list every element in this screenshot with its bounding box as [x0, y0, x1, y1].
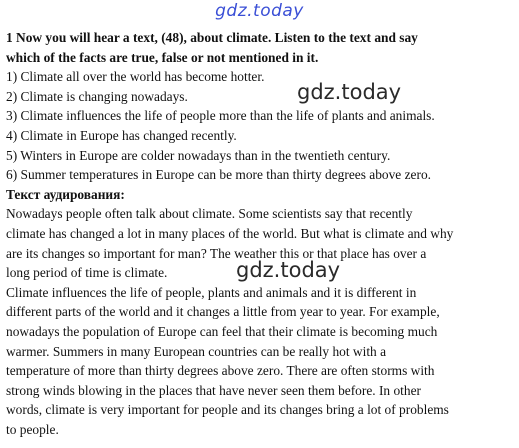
watermark-middle-1: gdz.today: [297, 80, 402, 104]
transcript-line-8: warmer. Summers in many European countries can be really hot with a: [6, 343, 387, 359]
statement-4: 4) Climate in Europe has changed recently.: [6, 127, 237, 143]
statement-6: 6) Summer temperatures in Europe can be more than thirty degrees above zero.: [6, 167, 431, 183]
transcript-line-1: Nowadays people often talk about climate. Some scientists say that recently: [6, 206, 413, 222]
transcript-line-6: different parts of the world and it changes a little from year to year. For example,: [6, 304, 440, 320]
transcript-title: Текст аудирования:: [6, 186, 125, 202]
task-heading-line-2: which of the facts are true, false or not mentioned in it.: [6, 49, 319, 65]
transcript-line-3: are its changes so important for man? The weather this or that place has over a: [6, 245, 427, 261]
statement-2: 2) Climate is changing nowadays.: [6, 88, 188, 104]
transcript-line-2: climate has changed a lot in many places of the world. But what is climate and why: [6, 225, 454, 241]
watermark-top: gdz.today: [215, 1, 304, 21]
transcript-line-12: to people.: [6, 421, 59, 437]
task-heading-line-1: 1 Now you will hear a text, (48), about climate. Listen to the text and say: [6, 30, 418, 45]
transcript-line-9: temperature of more than thirty degrees above zero. There are often storms with: [6, 363, 435, 379]
transcript-line-11: words, climate is very important for people and its changes bring a lot of problems: [6, 402, 449, 418]
transcript-line-10: strong winds blowing in the places that have never seen them before. In other: [6, 382, 421, 398]
statement-5: 5) Winters in Europe are colder nowadays than in the twentieth century.: [6, 147, 391, 163]
transcript-line-4: long period of time is climate.: [6, 265, 168, 281]
document-content: [6, 28, 516, 439]
transcript-line-7: nowadays the population of Europe can feel that their climate is becoming much: [6, 323, 438, 339]
statement-1: 1) Climate all over the world has become hotter.: [6, 69, 265, 85]
watermark-middle-2: gdz.today: [236, 258, 341, 282]
statement-3: 3) Climate influences the life of people more than the life of plants and animals.: [6, 108, 435, 124]
transcript-line-5: Climate influences the life of people, plants and animals and it is different in: [6, 284, 417, 300]
